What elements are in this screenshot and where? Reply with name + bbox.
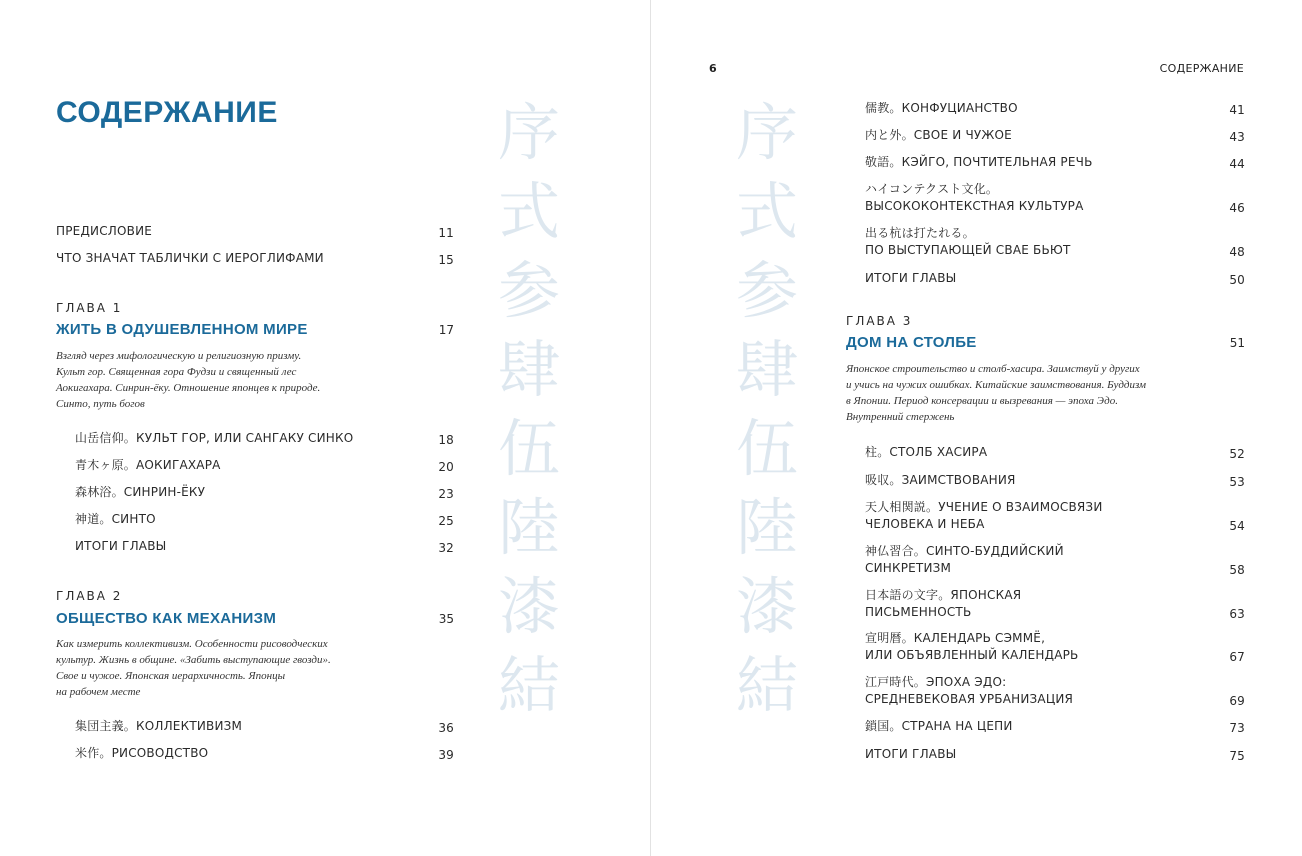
toc-entry-title: 敬語。КЭЙГО, ПОЧТИТЕЛЬНАЯ РЕЧЬ: [865, 155, 1093, 169]
toc-entry[interactable]: [865, 587, 1245, 621]
chapter-label: ГЛАВА 2: [56, 589, 123, 603]
toc-entry-page: 36: [438, 721, 454, 735]
toc-entry[interactable]: [75, 457, 454, 474]
toc-entry-title: 米作。РИСОВОДСТВО: [75, 746, 209, 760]
toc-entry-title: 柱。СТОЛБ ХАСИРА: [865, 445, 988, 459]
toc-entry[interactable]: [865, 543, 1245, 577]
toc-entry-title: ハイコンテクスト文化。 ВЫСОКОКОНТЕКСТНАЯ КУЛЬТУРА: [865, 182, 1084, 213]
toc-entry-title: 宣明暦。КАЛЕНДАРЬ СЭММЁ, ИЛИ ОБЪЯВЛЕННЫЙ КАЛЕНДАРЬ: [865, 631, 1079, 662]
chapter-title: ОБЩЕСТВО КАК МЕХАНИЗМ: [56, 610, 277, 627]
toc-entry-page: 23: [438, 487, 454, 501]
watermark-char: 陸: [736, 491, 799, 564]
toc-entry-page: 50: [1229, 273, 1245, 287]
toc-entry-title: 天人相関説。УЧЕНИЕ О ВЗАИМОСВЯЗИ ЧЕЛОВЕКА И НЕБА: [865, 500, 1103, 531]
toc-entry-title: 出る杭は打たれる。 ПО ВЫСТУПАЮЩЕЙ СВАЕ БЬЮТ: [865, 226, 1071, 257]
toc-entry[interactable]: [865, 630, 1245, 664]
chapter-page: 17: [438, 322, 454, 337]
watermark-char: 結: [498, 649, 561, 722]
toc-entry-title: 集団主義。КОЛЛЕКТИВИЗМ: [75, 719, 243, 733]
chapter-description: Японское строительство и столб-хасира. Заимствуй у других и учись на чужих ошибках. Китайские заимствования. Буддизм в Японии. Период консервации и вызревания — эпоха Эдо. Внутренний стержень: [846, 363, 1146, 423]
watermark-char: 陸: [498, 491, 561, 564]
toc-entry-page: 41: [1229, 103, 1245, 117]
chapter-page: 35: [438, 611, 454, 626]
toc-entry-title: ИТОГИ ГЛАВЫ: [75, 539, 167, 553]
toc-entry-title: 吸収。ЗАИМСТВОВАНИЯ: [865, 473, 1016, 487]
toc-entry-title: 鎖国。СТРАНА НА ЦЕПИ: [865, 719, 1013, 733]
toc-entry-page: 15: [438, 253, 454, 267]
toc-entry-page: 11: [438, 226, 454, 240]
toc-entry-title: 内と外。СВОЕ И ЧУЖОЕ: [865, 128, 1012, 142]
kanji-watermark-right: [736, 93, 798, 725]
chapter-heading[interactable]: [56, 321, 454, 338]
toc-entry-page: 52: [1229, 447, 1245, 461]
toc-entry-page: 44: [1229, 157, 1245, 171]
toc-entry[interactable]: [865, 499, 1245, 533]
watermark-char: 伍: [498, 412, 561, 485]
toc-entry-page: 18: [438, 433, 454, 447]
toc-entry-page: 75: [1229, 749, 1245, 763]
kanji-watermark-left: [498, 93, 560, 725]
toc-entry-title: ИТОГИ ГЛАВЫ: [865, 271, 957, 285]
toc-entry-title: 神仏習合。СИНТО-БУДДИЙСКИЙ СИНКРЕТИЗМ: [865, 544, 1064, 575]
running-title: СОДЕРЖАНИЕ: [1159, 62, 1244, 75]
toc-entry[interactable]: [865, 154, 1245, 171]
chapter-title: ЖИТЬ В ОДУШЕВЛЕННОМ МИРЕ: [56, 321, 308, 338]
watermark-char: 肆: [736, 333, 799, 406]
watermark-char: 式: [498, 175, 561, 248]
chapter-label: ГЛАВА 1: [56, 301, 123, 315]
toc-entry[interactable]: [75, 538, 454, 555]
watermark-char: 式: [736, 175, 799, 248]
toc-entry-title: ИТОГИ ГЛАВЫ: [865, 747, 957, 761]
chapter-description: Как измерить коллективизм. Особенности рисоводческих культур. Жизнь в общине. «Забить выступающие гвозди». Свое и чужое. Японская иерархичность. Японцы на рабочем месте: [56, 638, 331, 698]
watermark-char: 参: [498, 254, 561, 327]
toc-entry[interactable]: [865, 472, 1245, 489]
toc-entry[interactable]: [865, 127, 1245, 144]
watermark-char: 序: [498, 96, 561, 169]
toc-entry-title: ПРЕДИСЛОВИЕ: [56, 224, 153, 238]
toc-entry-page: 67: [1229, 650, 1245, 664]
toc-entry-page: 48: [1229, 245, 1245, 259]
toc-entry[interactable]: [865, 444, 1245, 461]
toc-entry[interactable]: [865, 746, 1245, 763]
toc-entry[interactable]: [75, 484, 454, 501]
toc-entry-page: 43: [1229, 130, 1245, 144]
toc-entry[interactable]: [75, 511, 454, 528]
toc-entry-page: 25: [438, 514, 454, 528]
chapter-description: Взгляд через мифологическую и религиозную призму. Культ гор. Священная гора Фудзи и священный лес Аокигахара. Синрин-ёку. Отношение японцев к природе. Синто, путь богов: [56, 350, 321, 410]
toc-entry-title: 神道。СИНТО: [75, 512, 156, 526]
toc-entry[interactable]: [865, 181, 1245, 215]
toc-entry-title: 日本語の文字。ЯПОНСКАЯ ПИСЬМЕННОСТЬ: [865, 588, 1022, 619]
toc-entry[interactable]: [75, 745, 454, 762]
toc-entry-page: 46: [1229, 201, 1245, 215]
toc-entry-page: 32: [438, 541, 454, 555]
watermark-char: 序: [736, 96, 799, 169]
chapter-heading[interactable]: [56, 610, 454, 627]
toc-entry-page: 39: [438, 748, 454, 762]
toc-entry[interactable]: [865, 270, 1245, 287]
toc-entry-page: 20: [438, 460, 454, 474]
toc-entry-title: 青木ヶ原。АОКИГАХАРА: [75, 458, 221, 472]
watermark-char: 結: [736, 649, 799, 722]
toc-entry[interactable]: [56, 223, 454, 240]
toc-entry[interactable]: [865, 100, 1245, 117]
toc-entry-page: 69: [1229, 694, 1245, 708]
watermark-char: 参: [736, 254, 799, 327]
right-page: [651, 0, 1302, 856]
watermark-char: 漆: [498, 570, 561, 643]
toc-entry-title: ЧТО ЗНАЧАТ ТАБЛИЧКИ С ИЕРОГЛИФАМИ: [56, 251, 324, 265]
toc-entry-page: 54: [1229, 519, 1245, 533]
toc-entry-page: 63: [1229, 607, 1245, 621]
watermark-char: 伍: [736, 412, 799, 485]
chapter-title: ДОМ НА СТОЛБЕ: [846, 334, 977, 351]
toc-entry-title: 江戸時代。ЭПОХА ЭДО: СРЕДНЕВЕКОВАЯ УРБАНИЗАЦИЯ: [865, 675, 1074, 706]
page-title: СОДЕРЖАНИЕ: [56, 96, 278, 129]
watermark-char: 漆: [736, 570, 799, 643]
toc-entry[interactable]: [56, 250, 454, 267]
page-number: 6: [709, 62, 717, 75]
toc-entry-title: 森林浴。СИНРИН-ЁКУ: [75, 485, 206, 499]
toc-entry-page: 58: [1229, 563, 1245, 577]
toc-entry[interactable]: [75, 718, 454, 735]
watermark-char: 肆: [498, 333, 561, 406]
toc-entry[interactable]: [865, 674, 1245, 708]
toc-entry-title: 儒教。КОНФУЦИАНСТВО: [865, 101, 1018, 115]
chapter-heading[interactable]: [846, 334, 1245, 351]
toc-entry[interactable]: [865, 718, 1245, 735]
chapter-page: 51: [1229, 335, 1245, 350]
chapter-label: ГЛАВА 3: [846, 314, 913, 328]
toc-entry[interactable]: [865, 225, 1245, 259]
toc-entry[interactable]: [75, 430, 454, 447]
toc-entry-title: 山岳信仰。КУЛЬТ ГОР, ИЛИ САНГАКУ СИНКО: [75, 431, 354, 445]
toc-entry-page: 73: [1229, 721, 1245, 735]
toc-entry-page: 53: [1229, 475, 1245, 489]
